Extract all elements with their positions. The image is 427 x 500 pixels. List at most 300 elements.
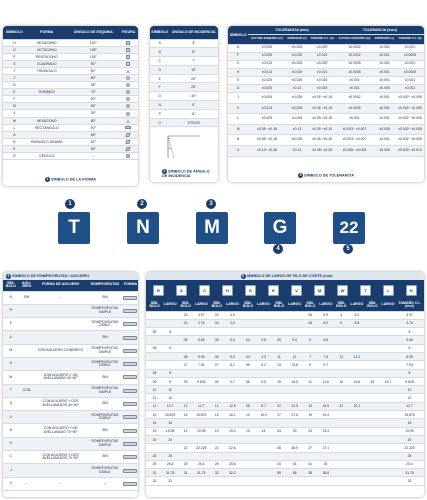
length-cell: 11.6 <box>319 377 333 385</box>
length-cell <box>319 452 333 460</box>
chipbreaker-cell: ROMPEVIRUTAS DOBLE <box>87 318 123 331</box>
symbol-cell: 15 <box>177 411 194 419</box>
ic-size-cell: 4.76 <box>395 319 424 327</box>
shape-name-cell <box>26 103 68 110</box>
symbol-cell <box>177 328 194 336</box>
length-cell: 32 <box>163 477 177 485</box>
length-cell: 4.3 <box>257 352 271 360</box>
form-cell <box>123 424 138 437</box>
table-row <box>228 68 424 76</box>
chipbreaker-cell: ROMPEVIRUTAS SIMPLE <box>87 304 123 317</box>
table-row <box>3 103 138 110</box>
length-cell: 12 <box>163 394 177 402</box>
length-cell: 15.875 <box>163 411 177 419</box>
tolerance-cell: ±0.001 <box>373 93 396 104</box>
length-cell: 11.2 <box>350 352 364 360</box>
shape-name-cell: CÍRCULO <box>26 153 68 160</box>
length-cell <box>350 469 364 477</box>
length-cell <box>288 311 302 319</box>
chipbreaker-cell: ROMPEVIRUTAS SIMPLE <box>87 384 123 397</box>
symbol-cell <box>239 444 256 452</box>
corner-angle-cell: 35° <box>68 110 119 117</box>
tolerance-cell: ±0.001 <box>336 114 373 125</box>
insert-shape-icon: R <box>153 285 164 296</box>
column-header: SÍM-BOLO <box>271 300 288 311</box>
shape-icon-cell <box>148 282 169 298</box>
length-cell: 6.5 <box>257 377 271 385</box>
length-cell: 9.525 <box>194 377 208 385</box>
tolerance-cell: ±0.013 <box>308 68 335 76</box>
tolerance-cell: ±0.001 <box>373 76 396 84</box>
column-header: SÍM-BOLO <box>3 280 19 291</box>
tolerance-cell: ±0.002~ ±0.005 <box>396 135 424 146</box>
shape-name-cell: OCTÁGONO <box>26 46 68 53</box>
chipbreaker-cell: ROMPEVIRUTAS DOBLE <box>87 464 123 477</box>
tolerance-cell: ±0.08 ~±0.18 <box>248 135 285 146</box>
length-cell <box>288 328 302 336</box>
symbol-cell <box>271 311 288 319</box>
symbol-cell: C <box>150 57 169 66</box>
table-row <box>3 124 138 131</box>
symbol-cell: 09 <box>146 377 163 385</box>
length-cell <box>288 369 302 377</box>
symbol-cell <box>333 477 350 485</box>
symbol-cell <box>239 452 256 460</box>
length-cell <box>381 411 395 419</box>
length-cell <box>350 444 364 452</box>
ic-size-cell: 5 <box>395 328 424 336</box>
table-row <box>146 328 424 336</box>
table-row <box>146 460 424 468</box>
length-cell <box>225 369 239 377</box>
symbol-cell: 19 <box>146 427 163 435</box>
insert-profile-icon <box>123 482 137 486</box>
table-row <box>3 110 138 117</box>
symbol-cell <box>364 469 381 477</box>
hole-cell <box>19 371 35 384</box>
tolerance-cell: ±0.001 <box>336 76 373 84</box>
symbol-cell: J <box>3 464 19 477</box>
length-cell <box>194 369 208 377</box>
length-cell <box>288 344 302 352</box>
insert-profile-icon <box>123 296 137 300</box>
length-cell: 19.05 <box>163 427 177 435</box>
insert-shape-icon: V <box>291 285 302 296</box>
tolerance-cell: ±0.0005 <box>396 52 424 60</box>
rhombus-icon <box>126 104 131 109</box>
symbol-cell <box>271 477 288 485</box>
tolerance-cell: ±0.025 <box>286 68 309 76</box>
hole-shape-cell: CON AGUJERO CILÍNDRICO <box>34 344 86 357</box>
shape-symbol-table <box>3 26 138 160</box>
length-cell: 19.05 <box>194 427 208 435</box>
ic-size-cell: 7.94 <box>395 361 424 369</box>
symbol-cell: A <box>150 39 169 48</box>
symbol-cell: 10 <box>239 411 256 419</box>
length-cell: 25.8 <box>225 460 239 468</box>
length-cell <box>194 452 208 460</box>
length-cell: 5.6 <box>225 336 239 344</box>
insert-profile-icon <box>123 375 137 379</box>
symbol-cell: B <box>3 138 26 145</box>
symbol-cell: 4 <box>333 311 350 319</box>
code-badge-4: 4 <box>273 244 283 254</box>
ic-size-cell: 31.75 <box>395 469 424 477</box>
trigon-icon <box>126 119 130 123</box>
symbol-cell: E <box>3 89 26 96</box>
symbol-cell <box>177 452 194 460</box>
symbol-cell <box>333 361 350 369</box>
table-row <box>3 304 138 317</box>
tolerance-cell: ±0.005 <box>248 52 285 60</box>
symbol-cell: C <box>3 451 19 464</box>
column-header: LARGO <box>288 300 302 311</box>
symbol-cell: 04 <box>208 319 225 327</box>
length-cell: 12.7 <box>163 402 177 410</box>
ic-size-cell: 12.7 <box>395 402 424 410</box>
shape-name-cell: HEXÁGONO <box>26 117 68 124</box>
symbol-cell: N <box>3 291 19 304</box>
length-cell: 5.8 <box>350 319 364 327</box>
hole-shape-cell: – <box>34 477 86 490</box>
symbol-cell: 27 <box>271 411 288 419</box>
caption-number: 2 <box>163 168 166 173</box>
symbol-cell: 19 <box>208 427 225 435</box>
form-cell <box>123 451 138 464</box>
symbol-cell: 05 <box>208 336 225 344</box>
column-header: LARGO <box>194 300 208 311</box>
form-cell <box>123 464 138 477</box>
length-cell: 22.225 <box>194 444 208 452</box>
symbol-cell: 25 <box>177 460 194 468</box>
insert-profile-icon <box>123 469 137 473</box>
symbol-cell <box>271 319 288 327</box>
symbol-cell: 19 <box>302 411 319 419</box>
tolerance-cell: ±0.005 <box>248 44 285 52</box>
length-cell: 16.6 <box>350 377 364 385</box>
symbol-cell <box>333 460 350 468</box>
table-row <box>146 469 424 477</box>
symbol-cell: C <box>228 60 248 68</box>
table-row <box>228 76 424 84</box>
tolerance-cell: ±0.0002 <box>336 44 373 52</box>
tolerance-cell: ±0.025 <box>286 135 309 146</box>
symbol-cell <box>271 369 288 377</box>
length-cell <box>381 419 395 427</box>
insert-profile-icon <box>123 415 137 419</box>
symbol-cell <box>302 386 319 394</box>
symbol-cell: S <box>3 60 26 67</box>
tolerance-cell: ±0.0002 <box>336 52 373 60</box>
length-cell: 4.0 <box>225 311 239 319</box>
symbol-cell: 33 <box>271 427 288 435</box>
symbol-cell: W <box>3 117 26 124</box>
symbol-cell: 08 <box>146 369 163 377</box>
symbol-cell: 04 <box>177 319 194 327</box>
symbol-cell <box>239 369 256 377</box>
length-cell: 16.7 <box>381 377 395 385</box>
column-header: ÁNGULO DE INCIDENCIA <box>169 26 218 39</box>
symbol-cell: 7 <box>302 352 319 360</box>
symbol-cell <box>364 452 381 460</box>
shape-name-cell: TRIÁNGULO <box>26 67 68 74</box>
table-row <box>3 291 138 304</box>
symbol-cell: H <box>228 68 248 76</box>
length-cell <box>194 386 208 394</box>
length-cell: 5.2 <box>257 361 271 369</box>
table-row <box>3 464 138 477</box>
shape-icon-cell <box>355 282 376 298</box>
tolerance-cell: ±0.0005 <box>396 68 424 76</box>
hole-shape-cell: CON AGUJERO Y UN AVELLANADO 70~90° <box>34 424 86 437</box>
length-cell: 8.7 <box>257 402 271 410</box>
symbol-cell <box>239 311 256 319</box>
length-cell: 6.35 <box>194 352 208 360</box>
length-cell: 38.8 <box>319 469 333 477</box>
tolerance-cell: ±0.001 <box>396 44 424 52</box>
square-icon <box>126 62 130 66</box>
length-cell: 25.4 <box>194 460 208 468</box>
symbol-cell: 22 <box>177 444 194 452</box>
tolerance-cell: ±0.025 <box>286 103 309 114</box>
symbol-cell: E <box>150 74 169 83</box>
figure-cell <box>119 67 138 74</box>
column-header: FORMA <box>123 280 138 291</box>
figure-cell <box>119 138 138 145</box>
symbol-cell: 6 <box>302 336 319 344</box>
parallelogram-icon <box>126 133 131 137</box>
tolerance-cell: ±0.002~ ±0.005 <box>396 124 424 135</box>
cutting-length-table <box>146 300 424 486</box>
table-row <box>150 65 218 74</box>
tolerance-cell: ±0.001 <box>396 76 424 84</box>
length-cell: 9.7 <box>319 361 333 369</box>
form-cell <box>123 477 138 490</box>
length-cell: 9 <box>163 377 177 385</box>
symbol-cell: 22 <box>271 402 288 410</box>
rhombus-icon <box>126 90 131 95</box>
ic-size-cell: 12 <box>395 394 424 402</box>
circle-icon <box>126 154 130 158</box>
figure-cell <box>119 153 138 160</box>
symbol-cell <box>239 469 256 477</box>
length-cell: 27.1 <box>319 444 333 452</box>
length-cell: 9.7 <box>225 377 239 385</box>
symbol-cell: 15 <box>146 411 163 419</box>
chipbreaker-title: 4 SÍMBOLO DE ROMPEVIRUTAS / AGUJERO <box>3 272 138 280</box>
symbol-cell: 07 <box>208 361 225 369</box>
table-row <box>3 357 138 370</box>
corner-angle-cell: 55° <box>68 82 119 89</box>
length-cell <box>350 369 364 377</box>
symbol-cell <box>333 411 350 419</box>
insert-shape-icon-row <box>146 280 424 300</box>
tolerance-cell: ±0.002~ ±0.005 <box>396 93 424 104</box>
tolerance-cell: ±0.001 <box>373 68 396 76</box>
symbol-cell: H <box>3 437 19 450</box>
symbol-cell: 25 <box>146 452 163 460</box>
length-cell <box>225 386 239 394</box>
corner-angle-cell: 90° <box>68 60 119 67</box>
symbol-cell <box>333 344 350 352</box>
length-cell: 25.4 <box>163 460 177 468</box>
table-row <box>3 384 138 397</box>
symbol-cell <box>146 319 163 327</box>
insert-shape-icon: K <box>406 285 417 296</box>
symbol-cell: F <box>150 83 169 92</box>
table-row <box>3 145 138 152</box>
column-header: ÁNGULO DE ESQUINA <box>68 26 119 39</box>
column-header: SÍMBOLO <box>150 26 169 39</box>
tolerance-cell: ±0.001 <box>373 135 396 146</box>
tolerance-cell: ±0.002~ ±0.005 <box>396 114 424 125</box>
chipbreaker-panel <box>3 272 138 497</box>
code-letter-shape: T <box>58 212 90 244</box>
tolerance-cell: ±0.13 <box>286 124 309 135</box>
insert-shape-icon: T <box>360 285 371 296</box>
symbol-cell: V <box>3 110 26 117</box>
symbol-cell: 16 <box>146 419 163 427</box>
hole-cell <box>19 318 35 331</box>
length-cell <box>381 319 395 327</box>
hole-shape-cell: CON AGUJERO Y DOS AVELLANADOS 70~90° <box>34 451 86 464</box>
column-header: AGU-JERO <box>19 280 35 291</box>
length-cell <box>225 435 239 443</box>
symbol-cell: 25 <box>208 460 225 468</box>
symbol-cell <box>271 452 288 460</box>
symbol-cell: A <box>228 44 248 52</box>
shape-name-cell: HEXÁGONO <box>26 39 68 46</box>
symbol-cell: 32 <box>208 469 225 477</box>
length-cell: 5 <box>163 328 177 336</box>
symbol-cell: F <box>3 96 26 103</box>
caption-number: 3 <box>299 173 302 177</box>
tolerance-cell: ±0.13 <box>286 146 309 157</box>
symbol-cell: H <box>3 39 26 46</box>
ic-size-cell: 9.525 <box>395 377 424 385</box>
length-cell <box>381 369 395 377</box>
caption-number: 1 <box>46 177 49 181</box>
ic-size-cell: 22.225 <box>395 444 424 452</box>
tolerance-cell: ±0.025 <box>286 93 309 104</box>
symbol-cell: 55 <box>271 469 288 477</box>
tolerance-cell: ±0.013 <box>248 60 285 68</box>
symbol-cell: 08 <box>302 319 319 327</box>
length-cell <box>194 394 208 402</box>
length-cell <box>350 435 364 443</box>
length-cell: 23.3 <box>319 427 333 435</box>
symbol-cell: 38 <box>302 469 319 477</box>
rhombus-icon <box>126 76 131 81</box>
tolerance-cell: ±0.025 <box>286 60 309 68</box>
tolerance-cell: ±0.013 <box>248 68 285 76</box>
table-row <box>146 452 424 460</box>
insert-shape-icon: H <box>222 285 233 296</box>
symbol-cell: J <box>228 93 248 104</box>
length-cell <box>381 394 395 402</box>
column-header: SÍM-BOLO <box>146 300 163 311</box>
insert-shape-icon: M <box>314 285 325 296</box>
symbol-cell: G <box>150 92 169 101</box>
tolerance-cell: ±0.005 <box>373 146 396 157</box>
symbol-cell <box>208 435 225 443</box>
length-cell <box>350 386 364 394</box>
table-row <box>150 92 218 101</box>
length-cell <box>194 328 208 336</box>
shape-name-cell <box>26 74 68 81</box>
hole-cell <box>19 451 35 464</box>
hole-shape-cell: CON AGUJERO Y DOS AVELLANADOS 40~60° <box>34 397 86 410</box>
length-cell <box>288 452 302 460</box>
tolerance-cell: ±0.001 <box>373 60 396 68</box>
symbol-cell <box>333 452 350 460</box>
symbol-cell: 19 <box>177 427 194 435</box>
length-cell <box>257 435 271 443</box>
symbol-cell: 22 <box>333 402 350 410</box>
symbol-cell: 16 <box>333 377 350 385</box>
length-cell: 4.8 <box>225 319 239 327</box>
tolerance-cell: ±0.005 <box>248 93 285 104</box>
symbol-cell: E <box>228 76 248 84</box>
length-cell <box>225 419 239 427</box>
hole-cell: SIN <box>19 291 35 304</box>
symbol-cell <box>364 319 381 327</box>
table-row <box>228 146 424 157</box>
length-cell <box>319 386 333 394</box>
figure-cell <box>119 82 138 89</box>
shape-icon-cell <box>286 282 307 298</box>
chipbreaker-cell: ROMPEVIRUTAS DOBLE <box>87 357 123 370</box>
rhombus-icon <box>126 111 131 116</box>
length-cell: 19.3 <box>225 427 239 435</box>
symbol-cell <box>333 328 350 336</box>
symbol-cell <box>239 435 256 443</box>
symbol-cell <box>271 386 288 394</box>
hole-shape-cell <box>34 384 86 397</box>
symbol-cell <box>146 352 163 360</box>
symbol-cell <box>364 344 381 352</box>
table-row <box>228 44 424 52</box>
symbol-cell <box>302 328 319 336</box>
length-cell <box>319 419 333 427</box>
symbol-cell: 04 <box>239 352 256 360</box>
tolerance-panel <box>228 26 424 182</box>
symbol-cell <box>302 419 319 427</box>
table-row <box>3 411 138 424</box>
symbol-cell: F <box>228 52 248 60</box>
angle-cell: 20° <box>169 74 218 83</box>
shape-icon-cell <box>401 282 422 298</box>
table-row <box>3 60 138 67</box>
shape-icon-cell <box>263 282 284 298</box>
symbol-cell <box>208 386 225 394</box>
chipbreaker-cell: SIN <box>87 397 123 410</box>
table-row <box>146 477 424 485</box>
symbol-cell: P <box>150 109 169 118</box>
column-header: FORMA <box>26 26 68 39</box>
corner-angle-cell: 135° <box>68 46 119 53</box>
triangle-icon <box>126 69 130 73</box>
symbol-cell <box>333 419 350 427</box>
length-cell: 11 <box>288 352 302 360</box>
length-cell <box>319 477 333 485</box>
length-cell: 31 <box>319 460 333 468</box>
symbol-cell: D <box>3 82 26 89</box>
shape-name-cell <box>26 96 68 103</box>
length-cell: 16.5 <box>288 377 302 385</box>
tolerance-cell: ±0.025 <box>308 76 335 84</box>
form-cell <box>123 384 138 397</box>
